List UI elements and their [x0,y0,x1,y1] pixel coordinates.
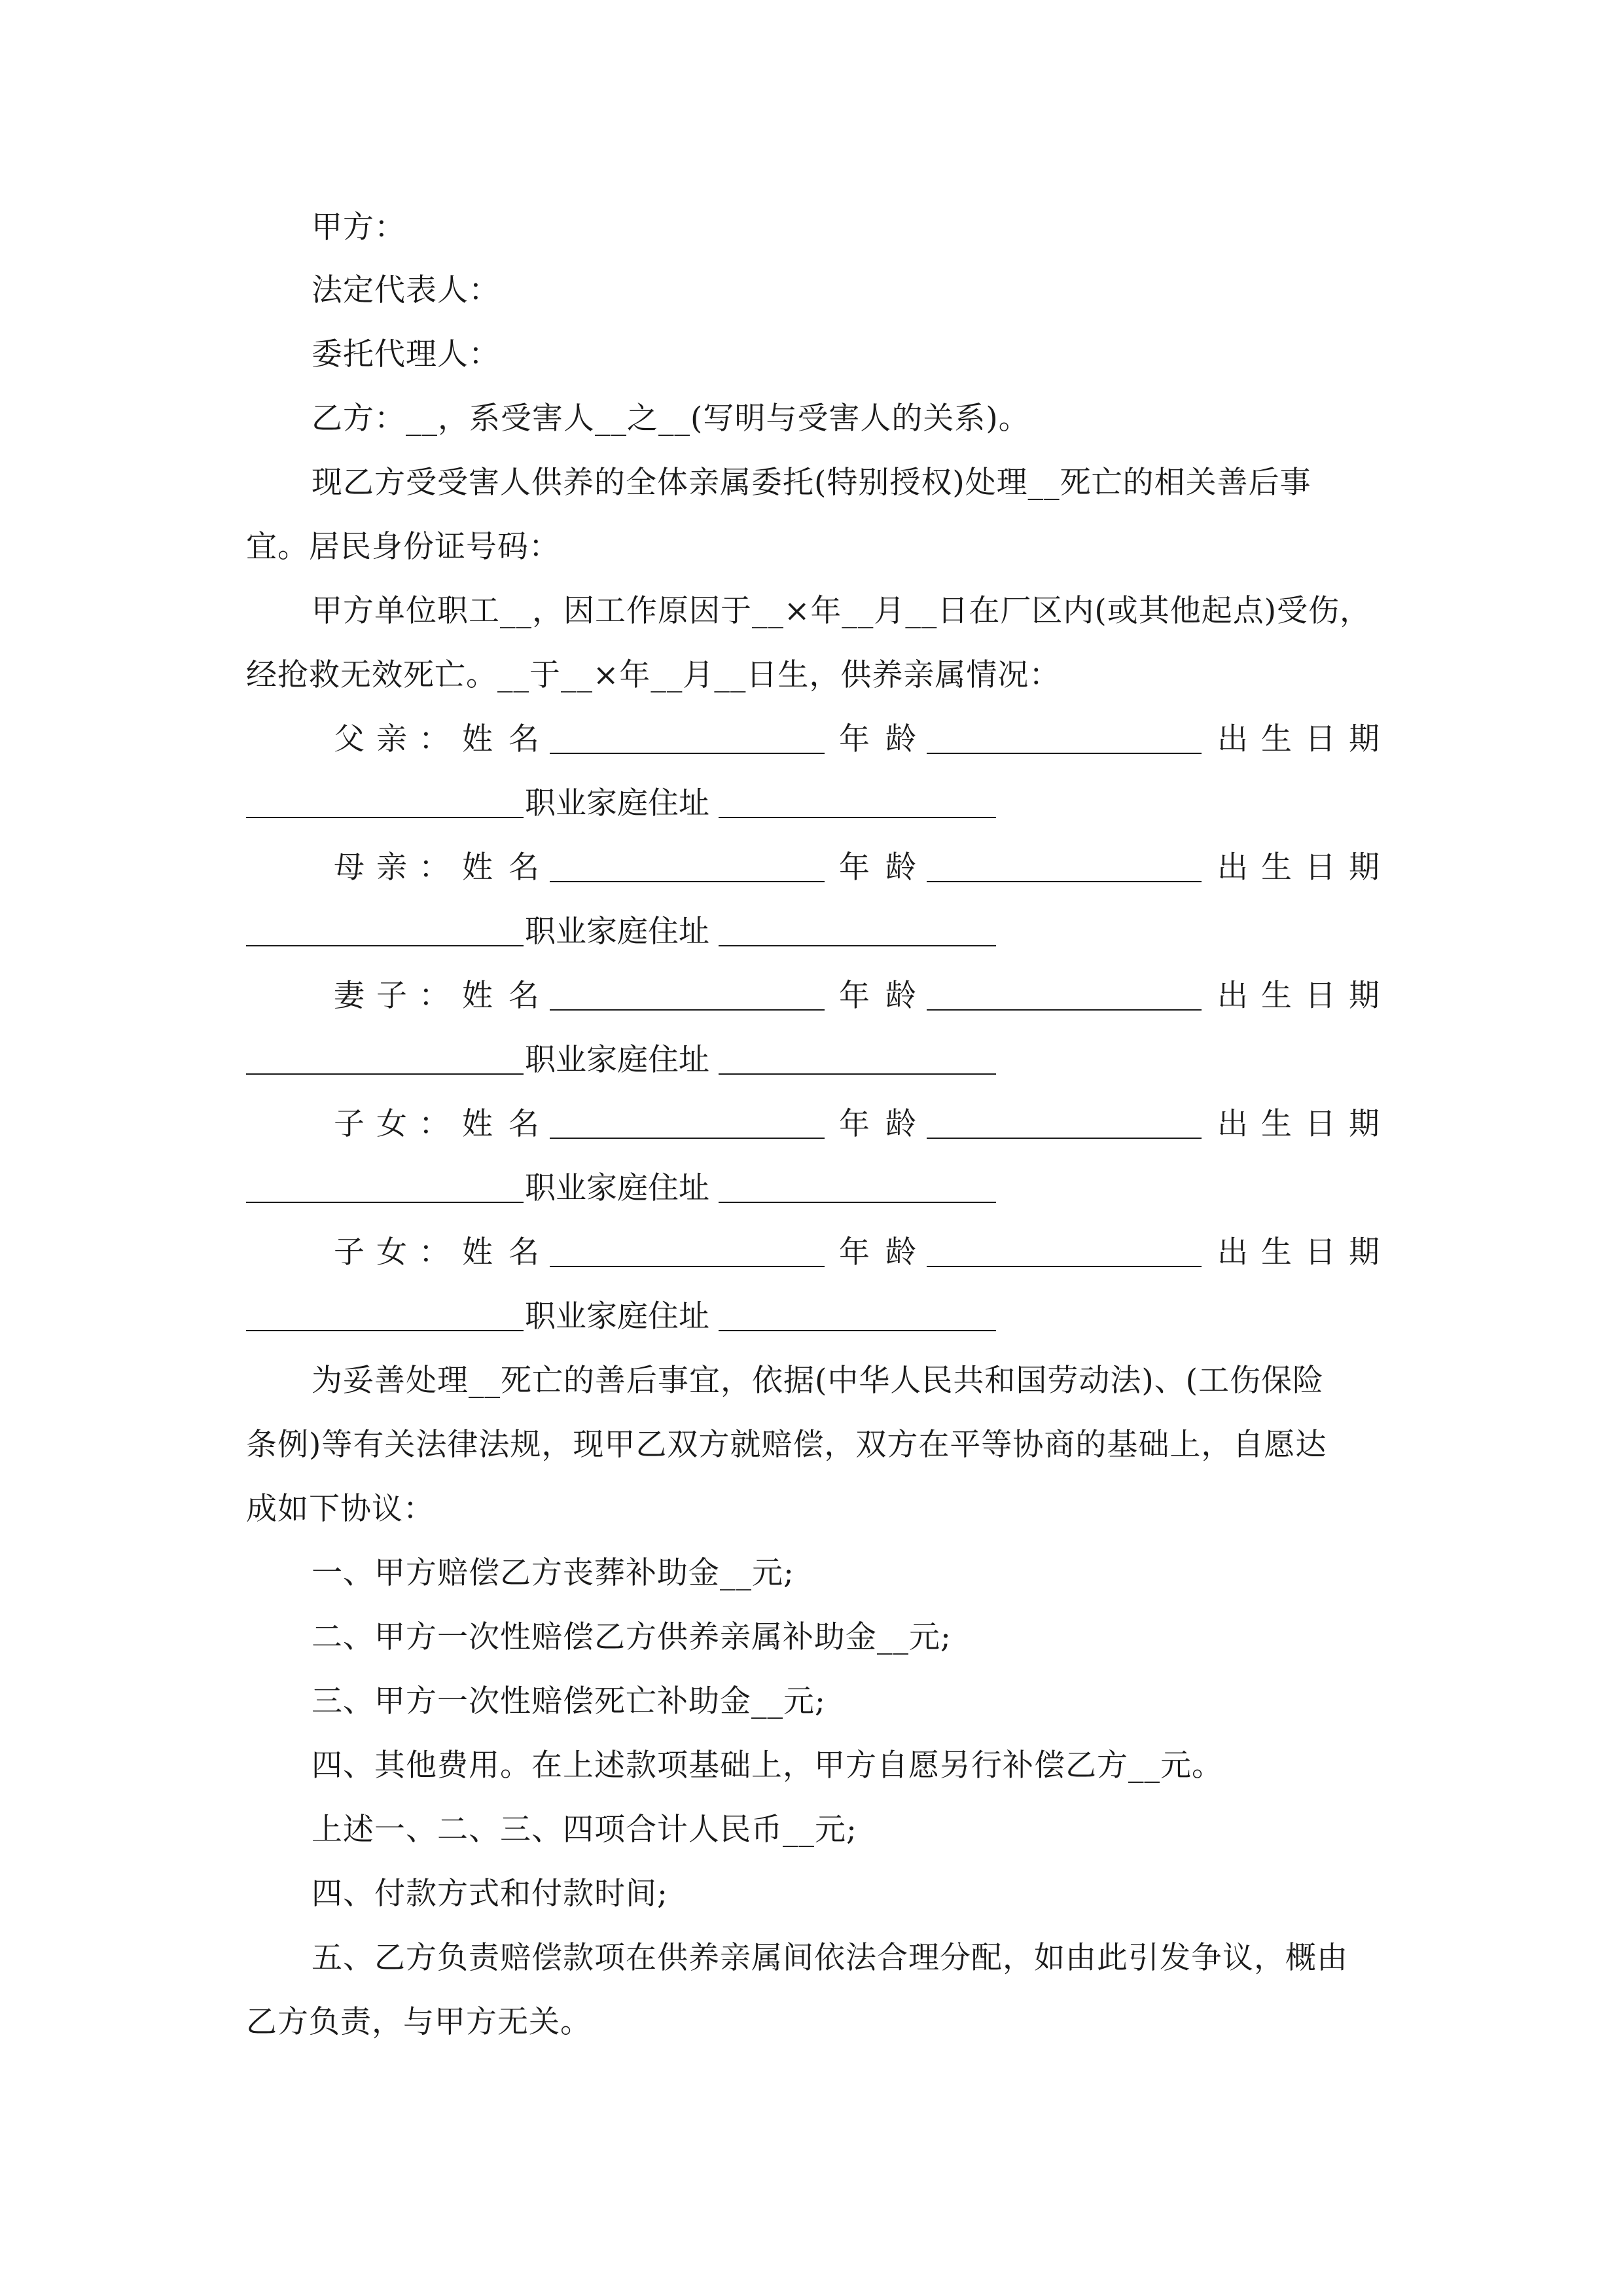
name-blank [550,1009,825,1011]
age-blank [927,881,1202,882]
relation-label: 子女： [334,1234,461,1270]
name-label: 姓名 [462,1106,555,1142]
dob-label: 出生日期 [1217,978,1393,1014]
age-blank [927,1266,1202,1267]
relation-label: 妻子： [334,978,461,1014]
job-address-label: 职业家庭住址 [525,1042,709,1078]
family-row [246,848,1393,888]
age-blank [927,1009,1202,1011]
basis-line-2: 条例)等有关法律法规，现甲乙双方就赔偿，双方在平等协商的基础上，自愿达 [246,1427,1327,1463]
clause-2: 二、甲方一次性赔偿乙方供养亲属补助金__元; [312,1619,952,1655]
party-a-label: 甲方： [312,209,406,245]
basis-line-3: 成如下协议： [246,1491,435,1527]
relation-label: 子女： [334,1106,461,1142]
age-label: 年龄 [839,1106,932,1142]
job-address-blank [719,1073,996,1075]
age-label: 年龄 [839,978,932,1014]
clause-5-line-1: 五、乙方负责赔偿款项在供养亲属间依法合理分配，如由此引发争议，概由 [312,1940,1348,1976]
name-blank [550,753,825,754]
party-b-line: 乙方：__，系受害人__之__(写明与受害人的关系)。 [312,401,1030,437]
payment-line: 四、付款方式和付款时间; [312,1876,668,1912]
intro-line-1: 现乙方受受害人供养的全体亲属委托(特别授权)处理__死亡的相关善后事 [312,465,1311,501]
name-blank [550,881,825,882]
dob-label: 出生日期 [1217,850,1393,886]
family-row-cont [246,784,1378,823]
relation-label: 父亲： [334,721,461,757]
family-row-cont [246,912,1378,952]
name-blank [550,1266,825,1267]
job-address-label: 职业家庭住址 [525,785,709,821]
job-address-label: 职业家庭住址 [525,914,709,950]
relation-label: 母亲： [334,850,461,886]
job-address-blank [719,1330,996,1331]
age-label: 年龄 [839,721,932,757]
family-row [246,1105,1393,1144]
intro-line-4: 经抢救无效死亡。__于__×年__月__日生，供养亲属情况： [246,657,1061,693]
dob-blank [246,1202,524,1203]
name-label: 姓名 [462,850,555,886]
dob-blank [246,1073,524,1075]
dob-label: 出生日期 [1217,1234,1393,1270]
dob-blank [246,817,524,818]
clause-4: 四、其他费用。在上述款项基础上，甲方自愿另行补偿乙方__元。 [312,1748,1223,1784]
agent-label: 委托代理人： [312,336,500,372]
family-row-cont [246,1297,1378,1336]
clause-1: 一、甲方赔偿乙方丧葬补助金__元; [312,1555,794,1591]
job-address-blank [719,945,996,946]
family-row [246,720,1393,759]
name-blank [550,1138,825,1139]
family-row-cont [246,1041,1378,1080]
name-label: 姓名 [462,721,555,757]
job-address-blank [719,817,996,818]
dob-label: 出生日期 [1217,721,1393,757]
age-label: 年龄 [839,850,932,886]
family-row [246,977,1393,1016]
age-blank [927,753,1202,754]
total-line: 上述一、二、三、四项合计人民币__元; [312,1812,857,1848]
name-label: 姓名 [462,1234,555,1270]
age-blank [927,1138,1202,1139]
job-address-label: 职业家庭住址 [525,1299,709,1335]
clause-3: 三、甲方一次性赔偿死亡补助金__元; [312,1683,826,1719]
family-row-cont [246,1169,1378,1208]
name-label: 姓名 [462,978,555,1014]
job-address-label: 职业家庭住址 [525,1170,709,1206]
dob-blank [246,1330,524,1331]
job-address-blank [719,1202,996,1203]
dob-label: 出生日期 [1217,1106,1393,1142]
intro-line-3: 甲方单位职工__，因工作原因于__×年__月__日在厂区内(或其他起点)受伤， [312,593,1372,629]
dob-blank [246,945,524,946]
age-label: 年龄 [839,1234,932,1270]
legal-rep-label: 法定代表人： [312,272,500,308]
intro-line-2: 宜。居民身份证号码： [246,529,560,565]
basis-line-1: 为妥善处理__死亡的善后事宜，依据(中华人民共和国劳动法)、(工伤保险 [312,1363,1325,1399]
clause-5-line-2: 乙方负责，与甲方无关。 [246,2004,592,2040]
family-row [246,1233,1393,1272]
